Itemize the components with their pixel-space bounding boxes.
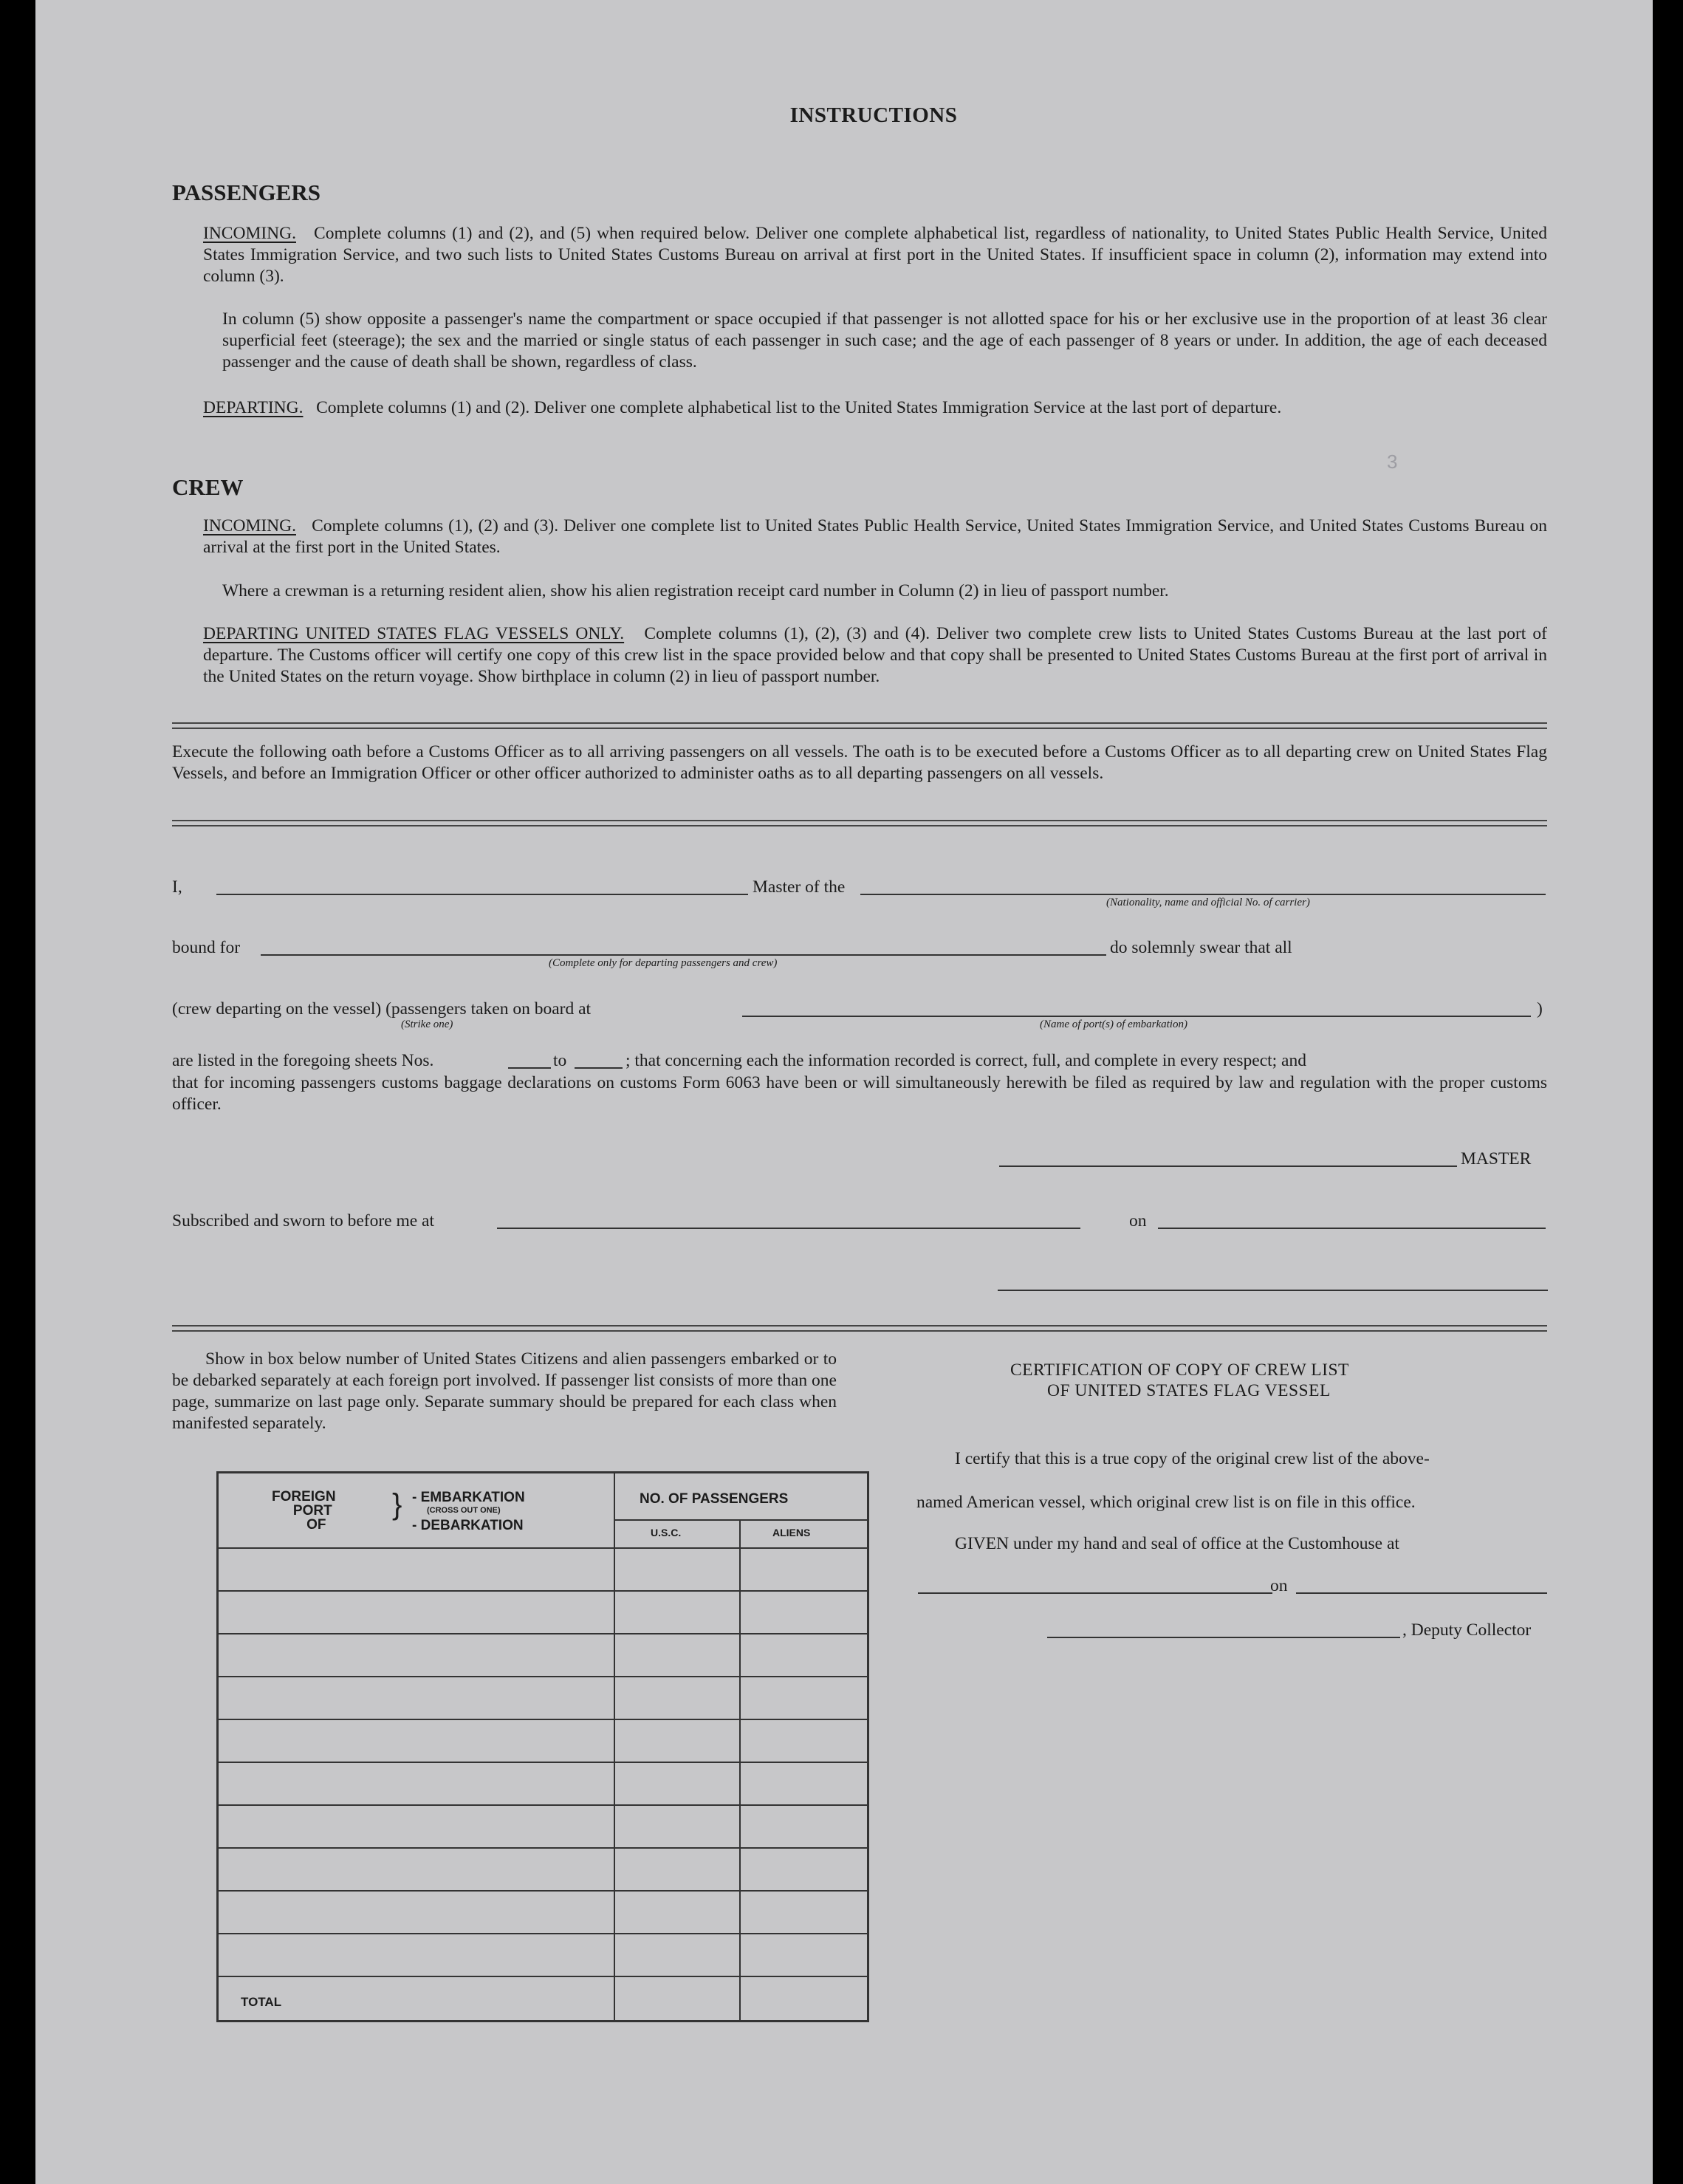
passengers-departing-label: DEPARTING. xyxy=(203,398,304,417)
swear-label: do solemnly swear that all xyxy=(1110,938,1292,957)
bound-for-label: bound for xyxy=(172,938,241,957)
table-row xyxy=(219,1933,867,1934)
embarkation-ports-field[interactable] xyxy=(742,1016,1531,1017)
crew-incoming-paragraph xyxy=(203,516,1547,558)
passengers-column5-text: In column (5) show opposite a passenger's name the compartment or space occupied if that passenger is not allotted space for his or her exclusive use in the proportion of at least 36 clear superficial feet (steerage); the sex and the married or single status of each passenger in such case; and the age of each passenger of 8 years or under. In addition, the age of each deceased passenger and the cause of death shall be shown, regardless of class. xyxy=(222,309,1547,372)
bound-for-field[interactable] xyxy=(261,954,1106,956)
crew-resident-text: Where a crewman is a returning resident alien, show his alien registration receipt card number in Column (2) in lieu of passport number. xyxy=(222,581,1169,600)
table-header-split xyxy=(614,1519,867,1521)
subscribed-label: Subscribed and sworn to before me at xyxy=(172,1211,435,1230)
to-label: to xyxy=(553,1051,567,1070)
subscribed-on-label: on xyxy=(1129,1211,1147,1230)
crew-resident-paragraph xyxy=(222,581,1547,602)
master-of-label: Master of the xyxy=(753,877,846,897)
deputy-collector-signature-field[interactable] xyxy=(1047,1637,1400,1638)
carrier-field[interactable] xyxy=(860,894,1546,895)
table-row xyxy=(219,1804,867,1806)
passengers-departing-paragraph xyxy=(203,397,1547,419)
embarkation-header: - EMBARKATION xyxy=(412,1490,525,1505)
oath-intro-text: Execute the following oath before a Customs Officer as to all arriving passengers on all vessels. The oath is to be executed before a Customs Officer as to all departing crew on United States Flag Vessels, and before an Immigration Officer or other officer authorized to administer oaths as to all departing passengers on all vessels. xyxy=(172,742,1547,783)
listed-paragraph-3 xyxy=(172,1072,1547,1115)
bound-for-caption: (Complete only for departing passengers and crew) xyxy=(549,957,778,969)
brace-mark: } xyxy=(392,1488,402,1521)
passenger-summary-table xyxy=(216,1471,869,2022)
cross-out-one-note: (CROSS OUT ONE) xyxy=(427,1506,501,1515)
foreign-port-of-header xyxy=(272,1490,336,1532)
deputy-collector-label: , Deputy Collector xyxy=(1402,1620,1532,1640)
passengers-incoming-label: INCOMING. xyxy=(203,224,296,243)
section-divider-top xyxy=(172,722,1547,729)
crew-departing-text: Complete columns (1), (2), (3) and (4). Deliver two complete crew lists to United States Customs Bureau at the last port of departure. The Customs officer will certify one copy of this crew list in the space provided below and that copy shall be presented to United States Customs Bureau at the first port of arrival in the United States on the return voyage. Show birthplace in column (2) in lieu of passport number. xyxy=(203,624,1547,686)
listed-text-3: that for incoming passengers customs baggage declarations on customs Form 6063 have been or will simultaneously herewith be filed as required by law and regulation with the proper customs officer. xyxy=(172,1073,1547,1114)
ports-caption: (Name of port(s) of embarkation) xyxy=(1040,1019,1187,1030)
table-row xyxy=(219,1762,867,1763)
customhouse-field[interactable] xyxy=(918,1592,1272,1594)
section-divider-bottom xyxy=(172,1325,1547,1332)
crew-incoming-label: INCOMING. xyxy=(203,516,296,535)
passengers-incoming-text: Complete columns (1) and (2), and (5) when required below. Deliver one complete alphabetical list, regardless of nationality, to United States Public Health Service, United States Immigration Service, and two such lists to United States Customs Bureau on arrival at first port in the United States. If insufficient space in column (2), information may extend into column (3). xyxy=(203,224,1547,286)
crew-heading: CREW xyxy=(172,474,244,500)
table-row xyxy=(219,1719,867,1720)
strike-one-caption: (Strike one) xyxy=(401,1019,453,1030)
certification-line-3: GIVEN under my hand and seal of office at the Customhouse at xyxy=(955,1534,1399,1553)
certification-line-2: named American vessel, which original crew list is on file in this office. xyxy=(916,1493,1416,1512)
page-title: INSTRUCTIONS xyxy=(789,103,958,127)
header-of: OF xyxy=(306,1517,326,1533)
passengers-heading: PASSENGERS xyxy=(172,179,321,205)
passengers-column5-paragraph xyxy=(222,309,1547,373)
sheet-to-field[interactable] xyxy=(575,1067,623,1069)
table-row xyxy=(219,1633,867,1634)
no-of-passengers-header: NO. OF PASSENGERS xyxy=(640,1491,789,1507)
master-signature-field[interactable] xyxy=(999,1165,1457,1167)
table-row xyxy=(219,1890,867,1892)
bleed-through-marks: 3 xyxy=(1387,451,1398,473)
table-divider-port xyxy=(614,1473,615,2020)
carrier-caption: (Nationality, name and official No. of carrier) xyxy=(1106,897,1310,908)
passengers-incoming-paragraph xyxy=(203,223,1547,287)
close-paren: ) xyxy=(1537,999,1543,1019)
certification-on-label: on xyxy=(1270,1576,1288,1595)
sheet-from-field[interactable] xyxy=(508,1067,551,1069)
table-row xyxy=(219,1676,867,1677)
table-divider-usc xyxy=(739,1519,741,2020)
subscribed-place-field[interactable] xyxy=(497,1228,1080,1229)
crew-incoming-text: Complete columns (1), (2) and (3). Deliver one complete list to United States Public Health Service, United States Immigration Service, and United States Customs Bureau on arrival at the first port in the United States. xyxy=(203,516,1547,557)
oath-intro-paragraph xyxy=(172,742,1547,784)
table-row xyxy=(219,1590,867,1592)
oath-i-label: I, xyxy=(172,877,182,897)
crew-departing-label: DEPARTING UNITED STATES FLAG VESSELS ONLY. xyxy=(203,624,625,643)
certification-heading-1: CERTIFICATION OF COPY OF CREW LIST xyxy=(1010,1360,1349,1380)
usc-header: U.S.C. xyxy=(651,1527,682,1538)
document-page xyxy=(35,0,1653,2184)
master-name-field[interactable] xyxy=(216,894,748,895)
subscribed-date-field[interactable] xyxy=(1158,1228,1546,1229)
crew-departing-label-line: (crew departing on the vessel) (passengers taken on board at xyxy=(172,999,592,1019)
aliens-header: ALIENS xyxy=(772,1527,811,1538)
debarkation-header: - DEBARKATION xyxy=(412,1518,524,1533)
table-row xyxy=(219,1976,867,1977)
summary-text: Show in box below number of United States Citizens and alien passengers embarked or to be debarked separately at each foreign port involved. If passenger list consists of more than one page, summarize on last page only. Separate summary should be prepared for each class when manifested separately. xyxy=(172,1349,837,1433)
certification-date-field[interactable] xyxy=(1296,1592,1547,1594)
certification-line-1: I certify that this is a true copy of the original crew list of the above- xyxy=(955,1449,1430,1468)
certification-heading-2: OF UNITED STATES FLAG VESSEL xyxy=(1047,1381,1331,1400)
master-label: MASTER xyxy=(1461,1149,1532,1168)
table-header-bottom xyxy=(219,1547,867,1549)
listed-label-2: ; that concerning each the information recorded is correct, full, and complete in every respect; and xyxy=(625,1051,1306,1070)
summary-paragraph xyxy=(172,1349,837,1434)
total-label: TOTAL xyxy=(241,1995,282,2009)
header-port: PORT xyxy=(292,1503,332,1519)
listed-label-1: are listed in the foregoing sheets Nos. xyxy=(172,1051,434,1070)
table-row xyxy=(219,1847,867,1849)
crew-departing-paragraph xyxy=(203,623,1547,688)
officer-signature-field[interactable] xyxy=(998,1290,1548,1291)
passengers-departing-text: Complete columns (1) and (2). Deliver one complete alphabetical list to the United States Immigration Service at the last port of departure. xyxy=(316,398,1282,417)
header-foreign: FOREIGN xyxy=(272,1489,336,1505)
section-divider-oath xyxy=(172,820,1547,826)
